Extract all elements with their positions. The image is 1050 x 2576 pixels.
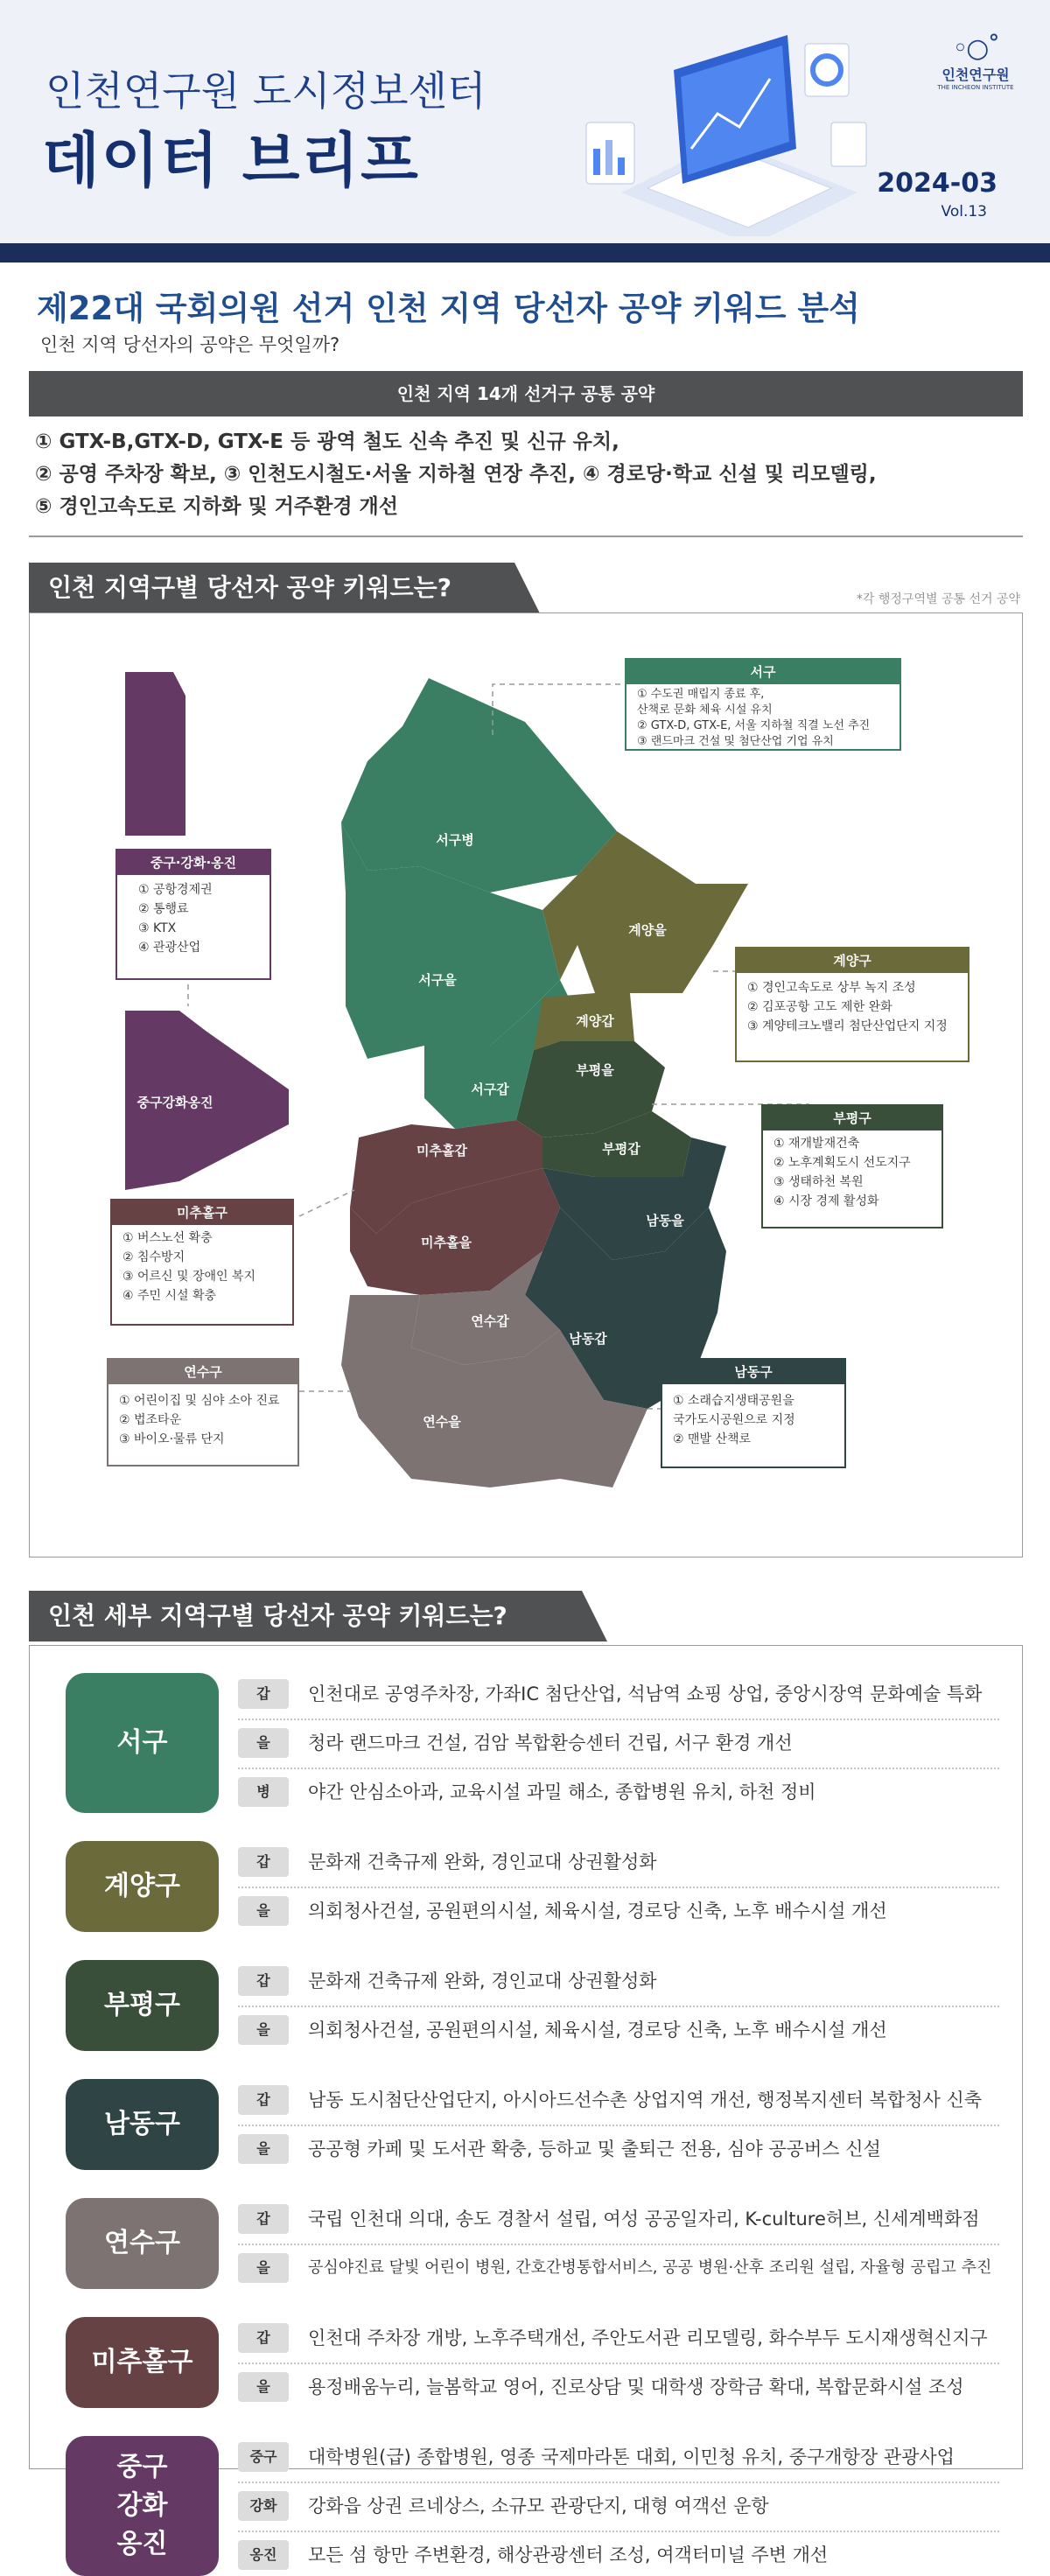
callout-item: ④ 관광산업 [138, 941, 201, 955]
pledge-keywords: 문화재 건축규제 완화, 경인교대 상권활성화 [308, 1852, 657, 1872]
sub-district-label: 을 [238, 1728, 289, 1758]
callout-item: 국가도시공원으로 지정 [673, 1413, 795, 1427]
district-badge: 중구 강화 옹진 [66, 2436, 219, 2576]
callout-title: 부평구 [763, 1106, 942, 1130]
callout-item: ③ 어르신 및 장애인 복지 [122, 1270, 256, 1284]
callout-item: ① 경인고속도로 상부 녹지 조성 [747, 981, 916, 995]
region-label: 부평갑 [602, 1141, 640, 1157]
callout-gyeyang [735, 947, 970, 1062]
callout-item: ④ 주민 시설 확충 [122, 1289, 217, 1303]
callout-title: 서구 [626, 660, 900, 684]
row-separator [238, 1718, 999, 1720]
callout-item: 산책로 문화 체육 시설 유치 [637, 704, 773, 717]
sub-district-label: 갑 [238, 1966, 289, 1996]
map-section-tab: 인천 지역구별 당선자 공약 키워드는? [29, 563, 514, 613]
pledge-keywords: 청라 랜드마크 건설, 검암 복합환승센터 건립, 서구 환경 개선 [308, 1732, 793, 1754]
callout-item: ① 어린이집 및 심야 소아 진료 [119, 1394, 280, 1408]
connector-line [299, 1190, 354, 1216]
issue-date: 2024-03 [877, 168, 998, 199]
sub-district-label: 중구 [238, 2442, 289, 2472]
callout-item: ② 맨발 산책로 [673, 1432, 752, 1446]
sub-district-label: 갑 [238, 2204, 289, 2234]
callout-item: ① 재개발재건축 [774, 1137, 860, 1151]
region-label: 계양을 [628, 922, 667, 938]
sub-title: 인천 지역 당선자의 공약은 무엇일까? [40, 334, 340, 355]
region-islands-top [125, 672, 186, 836]
callout-item: ③ 랜드마크 건설 및 첨단산업 기업 유치 [637, 735, 834, 748]
region-label: 미추홀갑 [416, 1143, 467, 1158]
callout-junggu [116, 849, 271, 980]
callout-title: 미추홀구 [112, 1200, 292, 1225]
sub-district-label: 을 [238, 2372, 289, 2402]
region-label: 계양갑 [576, 1013, 614, 1029]
callout-item: ② GTX-D, GTX-E, 서울 지하철 직결 노선 추진 [637, 719, 871, 732]
sub-district-label: 을 [238, 2134, 289, 2164]
district-badge: 남동구 [66, 2079, 219, 2170]
callout-item: ① 공항경제권 [138, 883, 213, 897]
callout-item: ② 법조타운 [119, 1413, 182, 1427]
issue-volume: Vol.13 [941, 203, 987, 220]
region-label: 서구병 [436, 832, 474, 848]
region-label: 남동갑 [569, 1331, 607, 1347]
row-separator [238, 2362, 999, 2364]
pledge-keywords: 인천대 주차장 개방, 노후주택개선, 주안도서관 리모델링, 화수부두 도시재생혁신지구 [308, 2328, 988, 2348]
logo-name: 인천연구원 [942, 66, 1010, 83]
callout-namdong [661, 1358, 846, 1468]
row-separator [238, 1886, 999, 1888]
row-separator [238, 2244, 999, 2245]
callout-item: ③ 생태하천 복원 [774, 1175, 864, 1189]
callout-item: ② 김포공항 고도 제한 완화 [747, 1000, 892, 1014]
region-label: 미추홀을 [421, 1235, 472, 1250]
logo-subtitle: THE INCHEON INSTITUTE [937, 84, 1014, 91]
sub-district-label: 갑 [238, 1679, 289, 1709]
common-pledge-line: ② 공영 주차장 확보, ③ 인천도시철도·서울 지하철 연장 추진, ④ 경로당·학교 신설 및 리모델링, [35, 463, 877, 486]
district-badge: 부평구 [66, 1960, 219, 2051]
region-seogu-byeong [341, 678, 617, 892]
pledge-keywords: 강화읍 상권 르네상스, 소규모 관광단지, 대형 여객선 운항 [308, 2496, 769, 2516]
callout-seogu [625, 658, 901, 751]
sub-district-label: 옹진 [238, 2540, 289, 2570]
district-badge: 연수구 [66, 2198, 219, 2289]
pledge-keywords: 공공형 카페 및 도서관 확충, 등하교 및 출퇴근 전용, 심야 공공버스 신설 [308, 2138, 881, 2160]
sub-district-label: 을 [238, 2015, 289, 2045]
logo-mark-icon: ◦○˚ [952, 33, 999, 64]
row-separator [238, 2006, 999, 2007]
row-separator [238, 2530, 999, 2532]
row-separator [238, 1768, 999, 1769]
sub-district-label: 을 [238, 1896, 289, 1926]
callout-item: ③ 바이오·물류 단지 [119, 1432, 225, 1446]
callout-item: ① 수도권 매립지 종료 후, [637, 688, 765, 701]
district-badge: 미추홀구 [66, 2317, 219, 2408]
callout-yeonsu [107, 1358, 299, 1466]
district-badge: 계양구 [66, 1841, 219, 1932]
pledge-keywords: 인천대로 공영주차장, 가좌IC 첨단산업, 석남역 쇼핑 상업, 중앙시장역 문화예술 특화 [308, 1684, 983, 1704]
pledge-keywords: 대학병원(급) 종합병원, 영종 국제마라톤 대회, 이민청 유치, 중구개항장 관광사업 [308, 2446, 955, 2468]
callout-title: 계양구 [737, 948, 968, 973]
sub-district-label: 강화 [238, 2491, 289, 2521]
callout-item: ③ KTX [138, 921, 177, 935]
pledge-keywords: 용정배움누리, 늘봄학교 영어, 진로상담 및 대학생 장학금 확대, 복합문화시설 조성 [308, 2376, 964, 2398]
callout-bupyeong [761, 1104, 943, 1228]
sub-district-label: 갑 [238, 1847, 289, 1877]
main-title: 제22대 국회의원 선거 인천 지역 당선자 공약 키워드 분석 [37, 290, 860, 327]
pledge-keywords: 모든 섬 항만 주변환경, 해상관광센터 조성, 여객터미널 주변 개선 [308, 2544, 829, 2566]
callout-item: ② 침수방지 [122, 1250, 186, 1264]
common-pledge-line: ⑤ 경인고속도로 지하화 및 거주환경 개선 [35, 495, 398, 518]
sub-district-label: 갑 [238, 2085, 289, 2115]
report-title: 데이터 브리프 [42, 127, 420, 196]
pledge-keywords: 의회청사건설, 공원편의시설, 체육시설, 경로당 신축, 노후 배수시설 개선 [308, 1900, 887, 1922]
pledge-keywords: 공심야진료 달빛 어린이 병원, 간호간병통합서비스, 공공 병원·산후 조리원 설립, 자율형 공립고 추진 [308, 2258, 992, 2277]
org-title: 인천연구원 도시정보센터 [46, 67, 486, 115]
pledge-keywords: 국립 인천대 의대, 송도 경찰서 설립, 여성 공공일자리, K-culture허브, 신세계백화점 [308, 2208, 980, 2230]
callout-item: ④ 시장 경제 활성화 [774, 1194, 879, 1208]
district-badge: 서구 [66, 1673, 219, 1813]
callout-item: ① 버스노선 확충 [122, 1231, 213, 1245]
region-label: 연수을 [423, 1414, 461, 1430]
common-pledge-bar: 인천 지역 14개 선거구 공통 공약 [29, 371, 1023, 416]
callout-item: ② 노후계획도시 선도지구 [774, 1156, 911, 1170]
pledge-keywords: 문화재 건축규제 완화, 경인교대 상권활성화 [308, 1970, 657, 1992]
detail-section-tab: 인천 세부 지역구별 당선자 공약 키워드는? [29, 1591, 582, 1642]
callout-item: ① 소래습지생태공원을 [673, 1394, 794, 1408]
row-separator [238, 2124, 999, 2126]
pledge-keywords: 남동 도시첨단산업단지, 아시아드선수촌 상업지역 개선, 행정복지센터 복합청사 신축 [308, 2090, 983, 2110]
sub-district-label: 을 [238, 2253, 289, 2283]
pledge-keywords: 의회청사건설, 공원편의시설, 체육시설, 경로당 신축, 노후 배수시설 개선 [308, 2020, 887, 2040]
callout-title: 중구·강화·옹진 [117, 850, 270, 875]
callout-title: 남동구 [662, 1360, 844, 1384]
callout-title: 연수구 [108, 1360, 298, 1384]
callout-item: ③ 계양테크노밸리 첨단산업단지 지정 [747, 1019, 948, 1033]
callout-item: ② 통행료 [138, 902, 189, 916]
region-label: 서구갑 [471, 1082, 509, 1097]
common-pledge-line: ① GTX-B,GTX-D, GTX-E 등 광역 철도 신속 추진 및 신규 유치, [35, 430, 620, 453]
callout-michuhol [110, 1199, 294, 1326]
pledge-keywords: 야간 안심소아과, 교육시설 과밀 해소, 종합병원 유치, 하천 정비 [308, 1782, 816, 1802]
row-separator [238, 2482, 999, 2483]
region-label: 남동을 [646, 1213, 684, 1228]
region-label: 중구강화옹진 [136, 1095, 214, 1110]
region-label: 부평을 [576, 1062, 614, 1078]
sub-district-label: 병 [238, 1777, 289, 1807]
sub-district-label: 갑 [238, 2323, 289, 2353]
region-label: 연수갑 [471, 1313, 509, 1329]
map-note: *각 행정구역별 공통 선거 공약 [856, 592, 1020, 606]
region-label: 서구을 [418, 972, 457, 988]
